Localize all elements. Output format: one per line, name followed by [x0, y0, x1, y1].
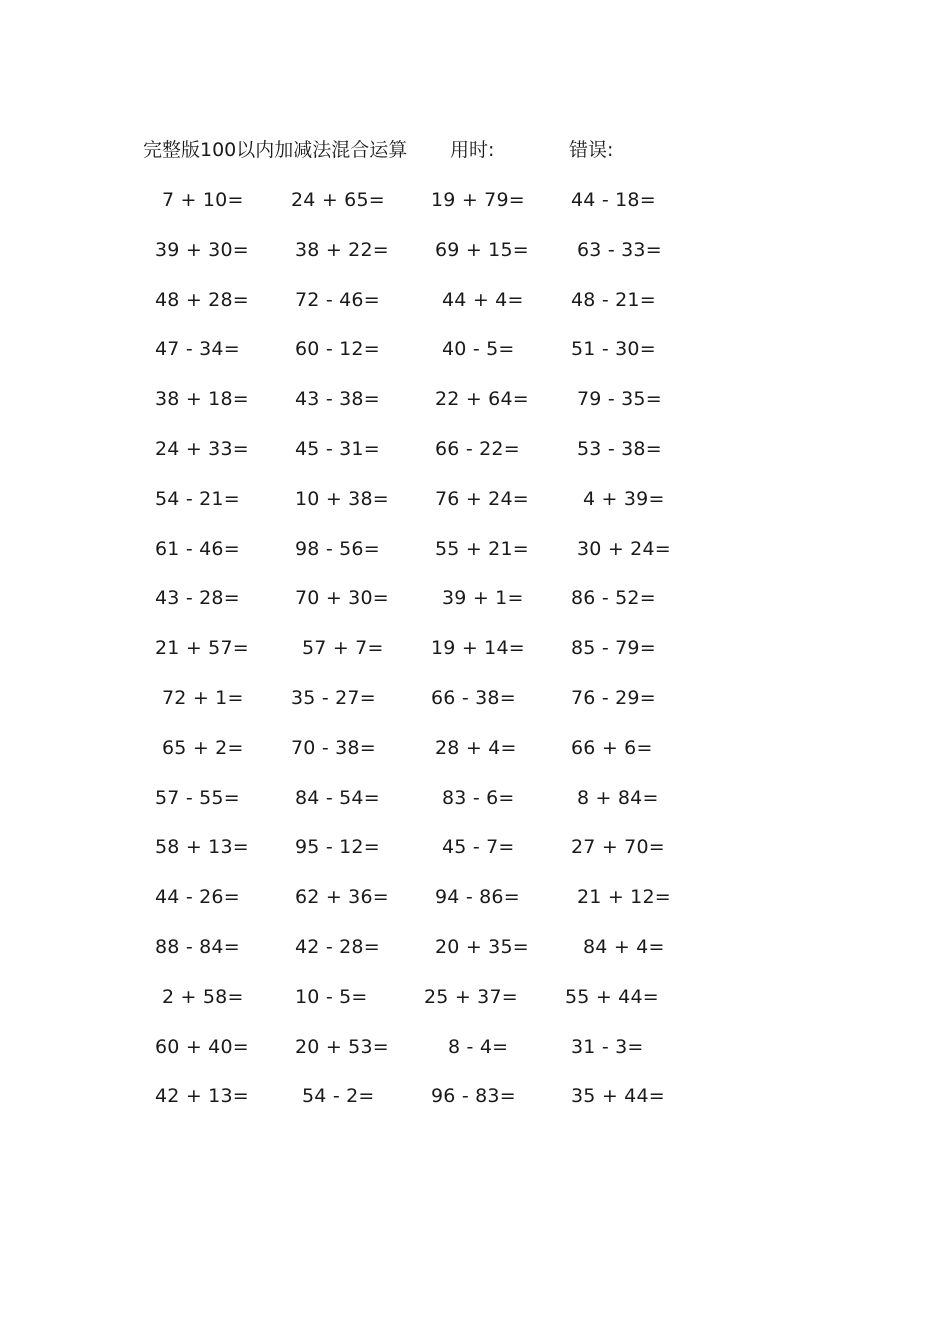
problem-row — [0, 635, 950, 661]
arithmetic-problem: 54 - 2= — [302, 1085, 375, 1107]
arithmetic-problem: 45 - 31= — [295, 438, 380, 460]
problem-row — [0, 785, 950, 811]
arithmetic-problem: 7 + 10= — [162, 189, 244, 211]
arithmetic-problem: 61 - 46= — [155, 538, 240, 560]
problem-row — [0, 735, 950, 761]
time-used-label: 用时: — [450, 139, 495, 161]
arithmetic-problem: 98 - 56= — [295, 538, 380, 560]
arithmetic-problem: 38 + 18= — [155, 388, 249, 410]
arithmetic-problem: 62 + 36= — [295, 886, 389, 908]
arithmetic-problem: 8 + 84= — [577, 787, 659, 809]
arithmetic-problem: 44 - 26= — [155, 886, 240, 908]
problem-row — [0, 336, 950, 362]
arithmetic-problem: 48 + 28= — [155, 289, 249, 311]
error-count-label: 错误: — [569, 139, 614, 161]
arithmetic-problem: 42 + 13= — [155, 1085, 249, 1107]
problem-row — [0, 1083, 950, 1109]
arithmetic-problem: 83 - 6= — [442, 787, 515, 809]
arithmetic-problem: 66 - 22= — [435, 438, 520, 460]
arithmetic-problem: 21 + 12= — [577, 886, 671, 908]
arithmetic-problem: 10 + 38= — [295, 488, 389, 510]
arithmetic-problem: 96 - 83= — [431, 1085, 516, 1107]
arithmetic-problem: 88 - 84= — [155, 936, 240, 958]
arithmetic-problem: 79 - 35= — [577, 388, 662, 410]
arithmetic-problem: 19 + 14= — [431, 637, 525, 659]
arithmetic-problem: 54 - 21= — [155, 488, 240, 510]
arithmetic-problem: 48 - 21= — [571, 289, 656, 311]
arithmetic-problem: 10 - 5= — [295, 986, 368, 1008]
arithmetic-problem: 94 - 86= — [435, 886, 520, 908]
arithmetic-problem: 72 - 46= — [295, 289, 380, 311]
arithmetic-problem: 66 + 6= — [571, 737, 653, 759]
arithmetic-problem: 35 - 27= — [291, 687, 376, 709]
arithmetic-problem: 38 + 22= — [295, 239, 389, 261]
arithmetic-problem: 39 + 1= — [442, 587, 524, 609]
problem-row — [0, 287, 950, 313]
problem-row — [0, 834, 950, 860]
arithmetic-problem: 63 - 33= — [577, 239, 662, 261]
arithmetic-problem: 85 - 79= — [571, 637, 656, 659]
problem-row — [0, 386, 950, 412]
arithmetic-problem: 70 - 38= — [291, 737, 376, 759]
problem-row — [0, 884, 950, 910]
problem-row — [0, 436, 950, 462]
arithmetic-problem: 95 - 12= — [295, 836, 380, 858]
arithmetic-problem: 39 + 30= — [155, 239, 249, 261]
arithmetic-problem: 30 + 24= — [577, 538, 671, 560]
arithmetic-problem: 51 - 30= — [571, 338, 656, 360]
arithmetic-problem: 66 - 38= — [431, 687, 516, 709]
arithmetic-problem: 44 + 4= — [442, 289, 524, 311]
arithmetic-problem: 21 + 57= — [155, 637, 249, 659]
arithmetic-problem: 76 + 24= — [435, 488, 529, 510]
arithmetic-problem: 22 + 64= — [435, 388, 529, 410]
arithmetic-problem: 27 + 70= — [571, 836, 665, 858]
problem-row — [0, 1034, 950, 1060]
worksheet-title: 完整版100以内加减法混合运算 — [143, 139, 408, 161]
arithmetic-problem: 8 - 4= — [448, 1036, 509, 1058]
arithmetic-problem: 35 + 44= — [571, 1085, 665, 1107]
arithmetic-problem: 43 - 38= — [295, 388, 380, 410]
arithmetic-problem: 76 - 29= — [571, 687, 656, 709]
arithmetic-problem: 55 + 44= — [565, 986, 659, 1008]
arithmetic-problem: 24 + 65= — [291, 189, 385, 211]
arithmetic-problem: 25 + 37= — [424, 986, 518, 1008]
arithmetic-problem: 57 - 55= — [155, 787, 240, 809]
problem-row — [0, 187, 950, 213]
arithmetic-problem: 43 - 28= — [155, 587, 240, 609]
arithmetic-problem: 55 + 21= — [435, 538, 529, 560]
arithmetic-problem: 47 - 34= — [155, 338, 240, 360]
arithmetic-problem: 60 + 40= — [155, 1036, 249, 1058]
problem-row — [0, 536, 950, 562]
problem-row — [0, 685, 950, 711]
arithmetic-problem: 45 - 7= — [442, 836, 515, 858]
arithmetic-problem: 72 + 1= — [162, 687, 244, 709]
arithmetic-problem: 40 - 5= — [442, 338, 515, 360]
arithmetic-problem: 20 + 35= — [435, 936, 529, 958]
arithmetic-problem: 31 - 3= — [571, 1036, 644, 1058]
arithmetic-problem: 70 + 30= — [295, 587, 389, 609]
arithmetic-problem: 24 + 33= — [155, 438, 249, 460]
arithmetic-problem: 19 + 79= — [431, 189, 525, 211]
arithmetic-problem: 20 + 53= — [295, 1036, 389, 1058]
arithmetic-problem: 84 - 54= — [295, 787, 380, 809]
arithmetic-problem: 53 - 38= — [577, 438, 662, 460]
arithmetic-problem: 65 + 2= — [162, 737, 244, 759]
arithmetic-problem: 84 + 4= — [583, 936, 665, 958]
arithmetic-problem: 69 + 15= — [435, 239, 529, 261]
arithmetic-problem: 58 + 13= — [155, 836, 249, 858]
arithmetic-problem: 28 + 4= — [435, 737, 517, 759]
arithmetic-problem: 60 - 12= — [295, 338, 380, 360]
arithmetic-problem: 86 - 52= — [571, 587, 656, 609]
problem-row — [0, 984, 950, 1010]
problem-row — [0, 934, 950, 960]
arithmetic-problem: 4 + 39= — [583, 488, 665, 510]
arithmetic-problem: 42 - 28= — [295, 936, 380, 958]
arithmetic-problem: 2 + 58= — [162, 986, 244, 1008]
arithmetic-problem: 57 + 7= — [302, 637, 384, 659]
problem-row — [0, 486, 950, 512]
problem-row — [0, 585, 950, 611]
arithmetic-problem: 44 - 18= — [571, 189, 656, 211]
problem-row — [0, 237, 950, 263]
